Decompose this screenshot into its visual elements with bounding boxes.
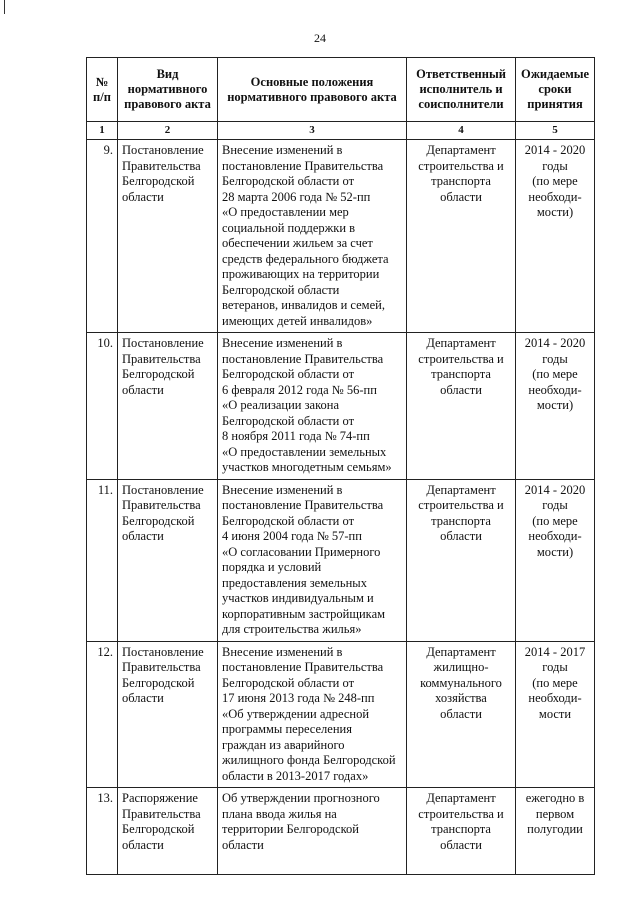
header-responsible: Ответственный исполнитель и соисполнители	[407, 58, 516, 122]
column-number: 5	[516, 122, 595, 140]
row-number: 10.	[87, 333, 118, 480]
header-act-type: Вид нормативного правового акта	[118, 58, 218, 122]
table-row	[87, 788, 595, 875]
act-responsible: Департамент жилищно- коммунального хозяйства области	[407, 641, 516, 788]
scan-edge-mark	[4, 0, 5, 14]
act-responsible: Департамент строительства и транспорта области	[407, 140, 516, 333]
row-number: 9.	[87, 140, 118, 333]
header-act-content: Основные положения нормативного правового акта	[218, 58, 407, 122]
column-number: 3	[218, 122, 407, 140]
table-row	[87, 333, 595, 480]
act-type: Постановление Правительства Белгородской области	[118, 479, 218, 641]
table-row	[87, 140, 595, 333]
act-content: Внесение изменений в постановление Правительства Белгородской области от 6 февраля 2012 года № 56-пп «О реализации закона Белгородской области от 8 ноября 2011 года № 74-пп «О предоставлении земельных участков многодетным семьям»	[218, 333, 407, 480]
row-number: 12.	[87, 641, 118, 788]
act-content: Внесение изменений в постановление Правительства Белгородской области от 28 марта 2006 года № 52-пп «О предоставлении мер социальной поддержки в обеспечении жильем за счет средств федерального бюджета проживающих на территории Белгородской области ветеранов, инвалидов и семей, имеющих детей инвалидов»	[218, 140, 407, 333]
column-number: 2	[118, 122, 218, 140]
header-num: № п/п	[87, 58, 118, 122]
act-content: Внесение изменений в постановление Правительства Белгородской области от 4 июня 2004 года № 57-пп «О согласовании Примерного порядка и условий предоставления земельных участков индивидуальным и корпоративным застройщикам для строительства жилья»	[218, 479, 407, 641]
act-term: 2014 - 2020 годы (по мере необходи- мости)	[516, 333, 595, 480]
legal-acts-table	[86, 57, 595, 875]
act-content: Внесение изменений в постановление Правительства Белгородской области от 17 июня 2013 года № 248-пп «Об утверждении адресной программы переселения граждан из аварийного жилищного фонда Белгородской области в 2013-2017 годах»	[218, 641, 407, 788]
act-responsible: Департамент строительства и транспорта области	[407, 479, 516, 641]
act-type: Постановление Правительства Белгородской области	[118, 140, 218, 333]
act-term: 2014 - 2020 годы (по мере необходи- мости)	[516, 140, 595, 333]
table-row	[87, 479, 595, 641]
act-term: 2014 - 2017 годы (по мере необходи- мости	[516, 641, 595, 788]
act-type: Постановление Правительства Белгородской области	[118, 333, 218, 480]
column-number: 1	[87, 122, 118, 140]
act-type: Постановление Правительства Белгородской области	[118, 641, 218, 788]
header-term: Ожидаемые сроки принятия	[516, 58, 595, 122]
column-numbers-row	[87, 122, 595, 140]
act-responsible: Департамент строительства и транспорта области	[407, 333, 516, 480]
act-type: Распоряжение Правительства Белгородской области	[118, 788, 218, 875]
act-responsible: Департамент строительства и транспорта области	[407, 788, 516, 875]
table-header-row	[87, 58, 595, 122]
act-content: Об утверждении прогнозного плана ввода жилья на территории Белгородской области	[218, 788, 407, 875]
row-number: 11.	[87, 479, 118, 641]
column-number: 4	[407, 122, 516, 140]
row-number: 13.	[87, 788, 118, 875]
table-row	[87, 641, 595, 788]
page-number: 24	[314, 31, 326, 45]
act-term: ежегодно в первом полугодии	[516, 788, 595, 875]
act-term: 2014 - 2020 годы (по мере необходи- мости)	[516, 479, 595, 641]
